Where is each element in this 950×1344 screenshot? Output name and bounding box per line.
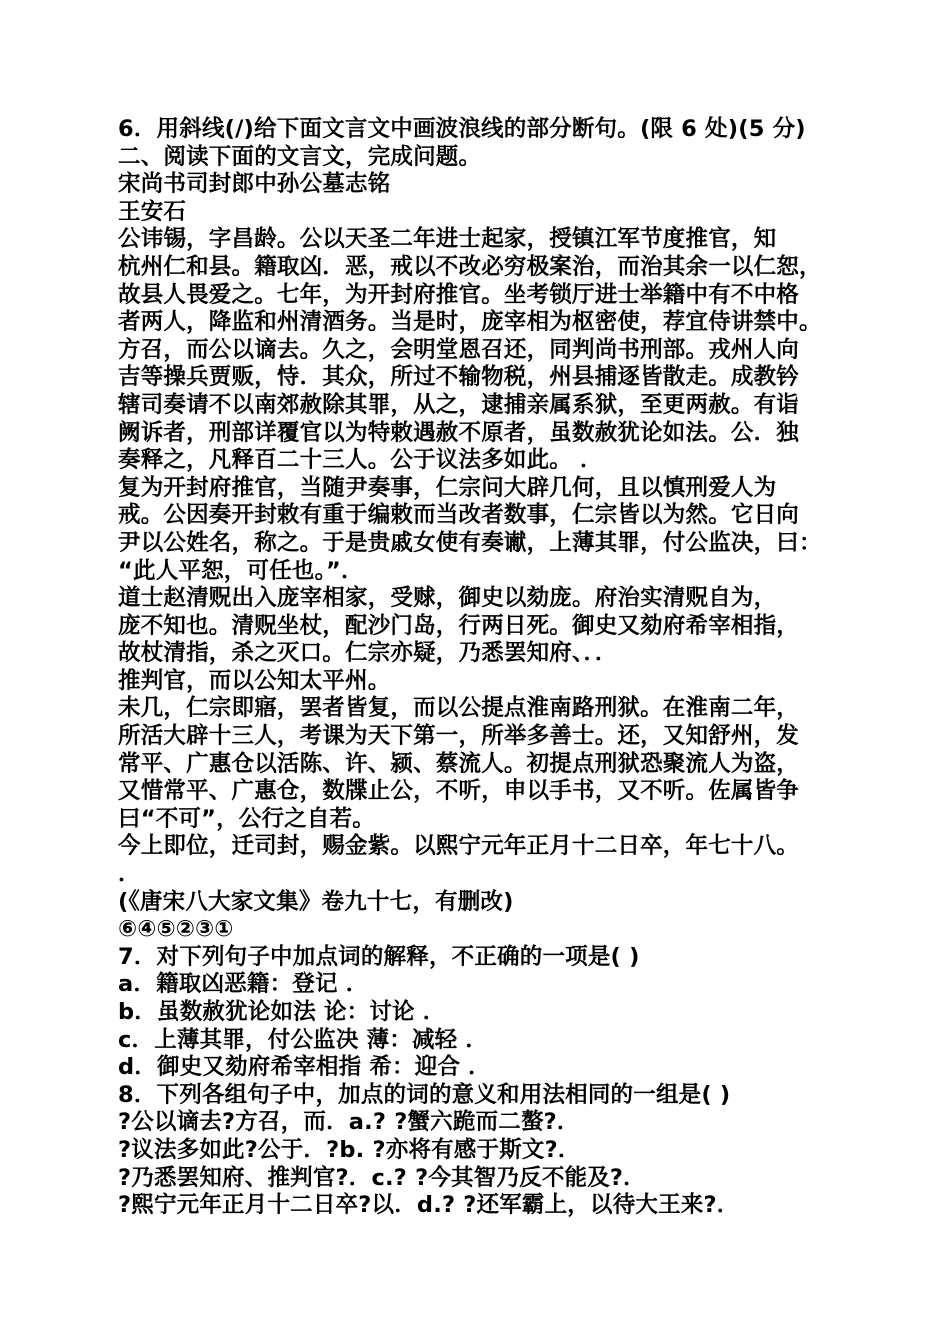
question-7-option-d: d．御史又劾府希宰相指 希：迎合 ． (118, 1054, 491, 1081)
question-7-option-b: b．虽数赦犹论如法 论：讨论 ． (118, 999, 446, 1025)
passage-line: 奏释之，凡释百二十三人。公于议法多如此。 ． (118, 447, 603, 474)
passage-line: 公讳锡，字昌龄。公以天圣二年进士起家，授镇江军节度推官，知 (118, 226, 777, 253)
question-7-stem: 7．对下列句子中加点词的解释，不正确的一项是( ) (118, 943, 640, 970)
document-page (118, 116, 848, 1220)
passage-line: 所活大辟十三人，考课为天下第一，所举多善士。还，又知舒州，发 (118, 723, 800, 750)
passage-line: 道士赵清贶出入庞宰相家，受赇，御史以劾庞。府治实清贶自为， (118, 585, 777, 612)
passage-line: 阙诉者，刑部详覆官以为特敕遇赦不原者，虽数赦犹论如法。公．独 (118, 419, 800, 446)
question-8-option-c: ?乃悉罢知府、推判官?．c.? ?今其智乃反不能及?． (118, 1164, 646, 1191)
passage-line: 者两人，降监和州清酒务。当是时，庞宰相为枢密使，荐宜侍讲禁中。 (118, 309, 822, 336)
passage-line: 今上即位，迁司封，赐金紫。以熙宁元年正月十二日卒，年七十八。 (118, 833, 800, 860)
passage-line: 尹以公姓名，称之。于是贵戚女使有奏谳，上薄其罪，付公监决，曰： (118, 529, 822, 556)
passage-line: 杭州仁和县。籍取凶．恶，戒以不改必穷极案治，而治其余一以仁恕， (118, 253, 822, 280)
passage-source: (《唐宋八大家文集》卷九十七，有删改) (118, 888, 514, 915)
section-heading: 二、阅读下面的文言文，完成问题。 (118, 143, 482, 170)
question-8-option-a: ?公以谪去?方召，而．a.? ?蟹六跪而二螯?． (118, 1109, 580, 1136)
question-8-stem: 8．下列各组句子中，加点的词的意义和用法相同的一组是( ) (118, 1081, 731, 1108)
passage-line: 故县人畏爱之。七年，为开封府推官。坐考锁厅进士举籍中有不中格 (118, 281, 800, 308)
question-7-option-a: a．籍取凶恶籍：登记 ． (118, 971, 369, 998)
passage-line: 推判官，而以公知太平州。 (118, 667, 391, 694)
answer-sequence: ⑥④⑤②③① (118, 916, 234, 943)
passage-line: 未几，仁宗即寤，罢者皆复，而以公提点淮南路刑狱。在淮南二年， (118, 695, 800, 722)
passage-line: 辖司奏请不以南郊赦除其罪，从之，逮捕亲属系狱，至更两赦。有诣 (118, 391, 800, 418)
passage-line: 吉等操兵贾贩，恃．其众，所过不输物税，州县捕逐皆散走。成教钤 (118, 364, 800, 391)
passage-line: 故杖清指，杀之灭口。仁宗亦疑，乃悉罢知府、．． (118, 640, 618, 667)
question-7-option-c: c．上薄其罪，付公监决 薄：减轻 ． (118, 1026, 489, 1053)
question-6-instruction: 6．用斜线(/)给下面文言文中画波浪线的部分断句。(限 6 处)(5 分) (118, 116, 806, 142)
passage-line: 常平、广惠仓以活陈、许、颍、蔡流人。初提点刑狱恐聚流人为盗， (118, 750, 800, 777)
passage-line: 方召，而公以谪去。久之，会明堂恩召还，同判尚书刑部。戎州人向 (118, 336, 800, 363)
question-8-option-b: ?议法多如此?公于．?b. ?亦将有感于斯文?． (118, 1136, 581, 1163)
passage-line: 戒。公因奏开封敕有重于编敕而当改者数事，仁宗皆以为然。它日向 (118, 502, 800, 529)
passage-line: ． (118, 861, 141, 888)
passage-line: 又惜常平、广惠仓，数牒止公，不听，申以手书，又不听。佐属皆争 (118, 778, 800, 805)
question-8-option-d: ?熙宁元年正月十二日卒?以．d.? ?还军霸上，以待大王来?． (118, 1192, 740, 1219)
passage-line: 复为开封府推官，当随尹奏事，仁宗问大辟几何，且以慎刑爱人为 (118, 474, 777, 501)
passage-line: 曰“不可”，公行之自若。 (118, 805, 375, 832)
passage-line: “此人平恕，可任也。”． (118, 557, 364, 584)
passage-title: 宋尚书司封郎中孙公墓志铭 (118, 171, 391, 198)
passage-author: 王安石 (118, 198, 187, 225)
passage-line: 庞不知也。清贶坐杖，配沙门岛，行两日死。御史又劾府希宰相指， (118, 612, 800, 639)
